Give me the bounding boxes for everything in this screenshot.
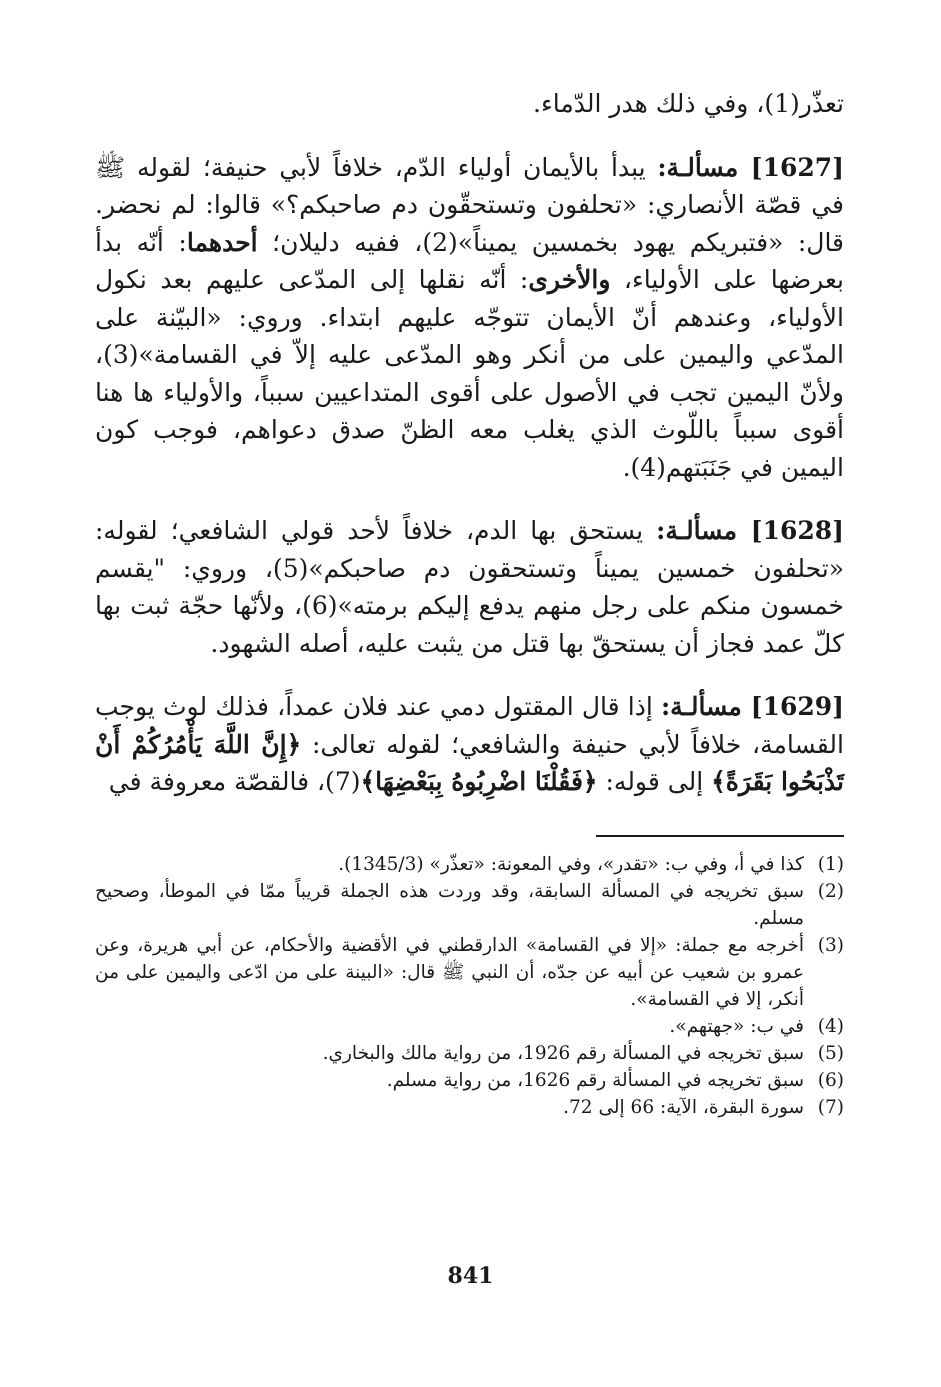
footnote-text: في ب: «جهتهم». <box>669 1015 804 1037</box>
footnote-text: سبق تخريجه في المسألة رقم 1626، من رواية مسلم. <box>386 1069 804 1091</box>
footnote-number: (7) <box>817 1096 844 1118</box>
issue-text: يستحق بها الدم، خلافاً لأحد قولي الشافعي؛ لقوله: «تحلفون خمسين يميناً وتستحقون دم صاحبكم»(5)، وروي: "يقسم خمسون منكم على رجل منهم يدفع إليكم برمته»(6)، ولأنّها حجّة ثبت بها كلّ عمد فجاز أن يستحقّ بها قتل من يثبت عليه، أصله الشهود. <box>95 516 844 658</box>
footnote-text: سبق تخريجه في المسألة رقم 1926، من رواية مالك والبخاري. <box>322 1042 804 1064</box>
footnote-number: (3) <box>817 934 844 956</box>
issue-1628 <box>95 512 844 662</box>
footnotes <box>95 851 844 1121</box>
issue-text: : أنّه نقلها إلى المدّعى عليهم بعد نكول الأولياء، وعندهم أنّ الأيمان تتوجّه عليهم ابتداء. وروي: «البيّنة على المدّعي واليمين على من أنكر وهو المدّعى عليه إلاّ في القسامة»(3)، ولأنّ اليمين تجب في الأصول على أقوى المتداعيين سبباً، والأولياء ها هنا أقوى سبباً باللّوث الذي يغلب معه الظنّ صدق دعواهم، فوجب كون اليمين في جَنَبَتهم(4). <box>95 265 844 482</box>
footnote <box>95 1067 844 1094</box>
issue-tag: [1629] مسألـة: <box>660 692 844 721</box>
issue-tag: [1628] مسألـة: <box>656 516 844 545</box>
footnote <box>95 932 844 1013</box>
footnote <box>95 1013 844 1040</box>
issue-tag: [1627] مسألـة: <box>657 152 844 182</box>
issue-text: : أنّه بدأ بعرضها على الأولياء، <box>95 227 844 294</box>
footnote-divider <box>596 835 844 837</box>
footnote-text: أخرجه مع جملة: «إلا في القسامة» الدارقطني في الأقضية والأحكام، عن أبي هريرة، وعن عمرو بن شعيب عن أبيه عن جدّه، أن النبي ﷺ قال: «البينة على من ادّعى واليمين على من أنكر، إلا في القسامة». <box>95 934 804 1010</box>
footnote <box>95 878 844 932</box>
footnote-text: سورة البقرة، الآية: 66 إلى 72. <box>563 1096 804 1118</box>
footnote-number: (1) <box>817 853 844 875</box>
issue-text: إذا قال المقتول دمي عند فلان عمداً، فذلك لوث يوجب القسامة، خلافاً لأبي حنيفة والشافعي؛ لقوله تعالى: <box>95 692 844 759</box>
footnote-number: (4) <box>817 1015 844 1037</box>
footnote-text: سبق تخريجه في المسألة السابقة، وقد وردت هذه الجملة قريباً ممّا في الموطأ، وصحيح مسلم. <box>95 880 804 929</box>
issue-text: يبدأ بالأيمان أولياء الدّم، خلافاً لأبي حنيفة؛ لقوله ﷺ في قصّة الأنصاري: «تحلفون وتستحقّون دم صاحبكم؟» قالوا: لم نحضر. قال: «فتبريكم يهود بخمسين يميناً»(2)، ففيه دليلان؛ <box>95 152 845 257</box>
bold-term: والأخرى <box>528 265 611 294</box>
footnote-text: كذا في أ، وفي ب: «تقدر»، وفي المعونة: «تعذّر» (1345/3). <box>338 853 804 875</box>
footnote <box>95 1094 844 1121</box>
issue-1627 <box>95 149 844 487</box>
footnote-number: (2) <box>817 880 844 902</box>
footnote-number: (6) <box>817 1069 844 1091</box>
footnote <box>95 1040 844 1067</box>
bold-term: أحدهما <box>186 227 258 257</box>
quran-verse: ﴿إِنَّ اللَّهَ يَأْمُرُكُمْ أَنْ تَذْبَحُوا بَقَرَةً﴾ <box>95 729 844 796</box>
footnote <box>95 851 844 878</box>
page-number: 841 <box>447 1263 494 1289</box>
footnote-number: (5) <box>817 1042 844 1064</box>
quran-verse: ﴿فَقُلْنَا اضْرِبُوهُ بِبَعْضِهَا﴾ <box>360 767 598 796</box>
issue-1629 <box>95 688 844 801</box>
intro-line: تعذّر(1)، وفي ذلك هدر الدّماء. <box>533 89 844 118</box>
issue-text: (7)، فالقصّة معروفة في <box>108 767 361 796</box>
issue-text: إلى قوله: <box>597 767 712 796</box>
